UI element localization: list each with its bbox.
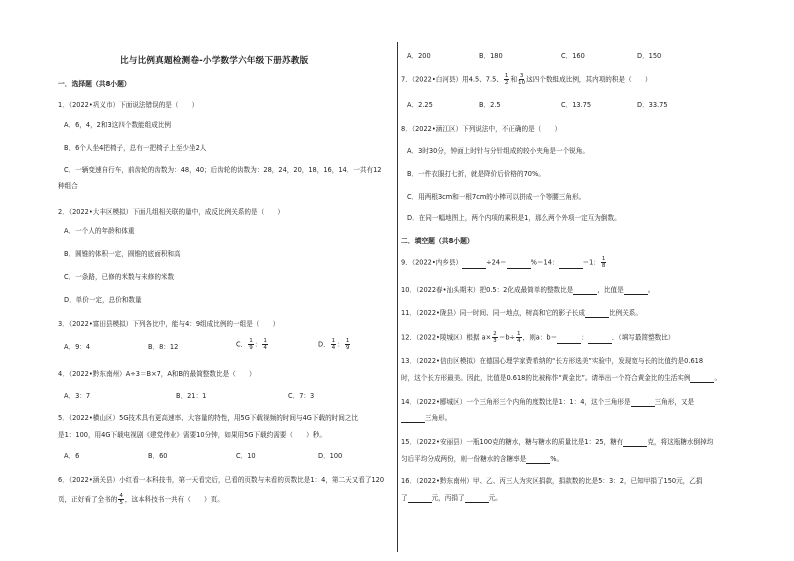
fraction: $\frac{1}{4}$	[331, 338, 336, 351]
fraction: $\frac{2}{3}$	[493, 331, 497, 344]
answer-blank	[624, 287, 648, 295]
q9-stem: 9．（2022•内乡县） ÷24＝ %＝14： ＝1： $\frac{1}{8}$	[401, 256, 606, 269]
answer-blank	[585, 310, 609, 318]
q3-option-d: D． $\frac{1}{4}$ ： $\frac{1}{9}$	[318, 338, 350, 351]
q16-line1: 16．（2022•黔东南州）甲、乙、丙三人为灾区捐款，捐款数的比是5：3：2，已知甲捐了150元，乙捐	[401, 477, 703, 485]
q7-option-d: D．33.75	[637, 101, 668, 109]
answer-blank	[690, 375, 714, 383]
q3-option-b: B．8：12	[148, 343, 179, 351]
q2-option-c: C．一条路，已修的米数与未修的米数	[64, 273, 175, 281]
page-title: 比与比例真题检测卷-小学数学六年级下册苏教版	[120, 56, 309, 66]
fraction: $\frac{4}{5}$	[119, 493, 123, 506]
q10-stem: 10．（2022春•汕头期末）把0.5：2化成最简单的整数比是 ，比值是 。	[401, 286, 655, 294]
q5-option-b: B．60	[148, 452, 168, 460]
fraction: $\frac{1}{4}$	[263, 338, 267, 351]
answer-blank	[557, 336, 581, 344]
q7-option-b: B．2.5	[479, 101, 501, 109]
q13-line2: 时，这个长方形最美。因此，比值是0.618的比被称作“黄金比”。请举出一个符合黄金比的生活实例 。	[401, 374, 722, 382]
q4-stem: 4．（2022•黔东南州）A÷3＝B×7，A和B的最简整数比是（ ）	[58, 370, 256, 378]
q5-option-c: C．10	[236, 452, 256, 460]
q7-option-c: C．13.75	[561, 101, 592, 109]
answer-blank	[631, 399, 655, 407]
q6-option-d: D．150	[637, 52, 662, 60]
answer-blank	[507, 261, 531, 269]
q5-line2: 是1：100，用4G下载电视剧《建党伟业》需要10分钟，如果用5G下载约需要（ ）秒。	[58, 431, 326, 439]
answer-blank	[465, 495, 489, 503]
q5-line1: 5．（2022•横山区）5G技术具有更高速率、大容量的特性，用5G下载视频的时间与4G下载的时间之比	[58, 414, 359, 422]
fraction: $\frac{3}{10}$	[518, 73, 526, 86]
answer-blank	[401, 415, 425, 423]
q15-line2: 匀后平均分成两份，则一份糖水的含糖率是 %。	[401, 455, 564, 463]
q4-option-a: A．3：7	[64, 392, 91, 400]
q1-option-b: B．6个人坐4把椅子，总有一把椅子上至少坐2人	[64, 144, 207, 152]
q2-option-a: A．一个人的年龄和体重	[64, 227, 135, 235]
answer-blank	[573, 287, 597, 295]
answer-blank	[623, 439, 647, 447]
q8-option-a: A．3时30分，钟面上时针与分针组成的较小夹角是一个锐角。	[407, 147, 589, 155]
answer-blank	[526, 456, 550, 464]
section-fill-heading: 二．填空题（共8小题）	[401, 237, 474, 245]
q3-stem: 3．（2022•富田县模拟）下列各比中，能与4：9组成比例的一组是（ ）	[58, 320, 280, 328]
q4-option-c: C．7：3	[288, 392, 315, 400]
answer-blank	[559, 261, 583, 269]
q8-stem: 8．（2022•涵江区）下列说法中，不正确的是（ ）	[401, 125, 562, 133]
fraction: $\frac{1}{8}$	[601, 256, 606, 269]
fraction: $\frac{1}{2}$	[504, 73, 509, 86]
q14-line2: 三角形。	[401, 414, 451, 423]
q6-option-c: C．160	[561, 52, 585, 60]
q2-stem: 2．（2022•大丰区模拟）下面几组相关联的量中，成反比例关系的是（ ）	[58, 208, 284, 216]
q2-option-b: B．圆锥的体积一定，圆锥的底面积和高	[64, 250, 181, 258]
column-divider	[397, 42, 398, 552]
answer-blank	[462, 261, 486, 269]
q6-line1: 6．（2022•涵关县）小红看一本科技书，第一天看完后，已看的页数与未看的页数比是1：4，第二天又看了120	[58, 476, 385, 484]
q1-option-a: A．6，4，2和3这四个数能组成比例	[64, 121, 172, 129]
q2-option-d: D．单价一定，总价和数量	[64, 296, 142, 304]
q15-line1: 15．（2022•安丽县）一瓶100克的糖水，糖与糖水的质量比是1：25，糖有 克，将这瓶糖水倒掉均	[401, 438, 714, 446]
q1-stem: 1．（2022•巩义市）下面说法错误的是（ ）	[58, 101, 199, 109]
q1-option-c-cont: 种组合	[58, 182, 78, 190]
q6-option-a: A．200	[407, 52, 431, 60]
section-choice-heading: 一．选择题（共8小题）	[58, 80, 131, 88]
q6-line2: 页，正好看了全书的 $\frac{4}{5}$ ，这本科技书一共有（ ）页。	[58, 493, 224, 506]
fraction: $\frac{1}{9}$	[345, 338, 350, 351]
q7-stem: 7．（2022•白河县）用4.5、7.5、 $\frac{1}{2}$ 和 $\frac{3}{10}$ 这四个数组成比例，其内项的积是（ ）	[401, 73, 652, 86]
q8-option-c: C．用两根3cm和一根7cm的小棒可以拼成一个等腰三角形。	[407, 193, 586, 201]
q5-option-a: A．6	[64, 452, 80, 460]
q1-option-c: C．一辆变速自行车，前齿轮的齿数为：48，40；后齿轮的齿数为：28，24，20，18，16，14．一共有12	[64, 166, 382, 174]
q5-option-d: D．100	[318, 452, 343, 460]
q16-line2: 了 元，丙捐了 元。	[401, 494, 502, 502]
q8-option-d: D．在同一幅地图上，两个内项的乘积是1，那么两个外项一定互为倒数。	[407, 214, 621, 222]
q12-stem: 12．（2022•陵城区）根据 a× $\frac{2}{3}$ ＝b÷ $\frac{1}{4}$ ，则a：b＝ ： ．（填写最简整数比）	[401, 331, 675, 344]
q4-option-b: B．21：1	[176, 392, 207, 400]
q3-option-a: A．9：4	[64, 343, 91, 351]
q6-option-b: B．180	[479, 52, 503, 60]
fraction: $\frac{1}{4}$	[517, 331, 521, 344]
answer-blank	[588, 336, 612, 344]
answer-blank	[408, 495, 432, 503]
q7-option-a: A．2.25	[407, 101, 433, 109]
q11-stem: 11．（2022•陇县）同一时间、同一地点，树高和它的影子长成 比例关系。	[401, 309, 642, 317]
q8-option-b: B．一件衣服打七折，就是降价后价格的70%。	[407, 170, 545, 178]
q13-line1: 13．（2022•信由区模拟）在德国心理学家费希纳的“长方形选美”实验中，发现宽与长的比值约是0.618	[401, 357, 704, 365]
q3-option-c: C． $\frac{1}{9}$ ： $\frac{1}{4}$	[236, 338, 267, 351]
fraction: $\frac{1}{9}$	[249, 338, 253, 351]
q14-line1: 14．（2022•郾城区）一个三角形三个内角的度数比是1：1：4，这个三角形是 三角形，又是	[401, 398, 695, 406]
